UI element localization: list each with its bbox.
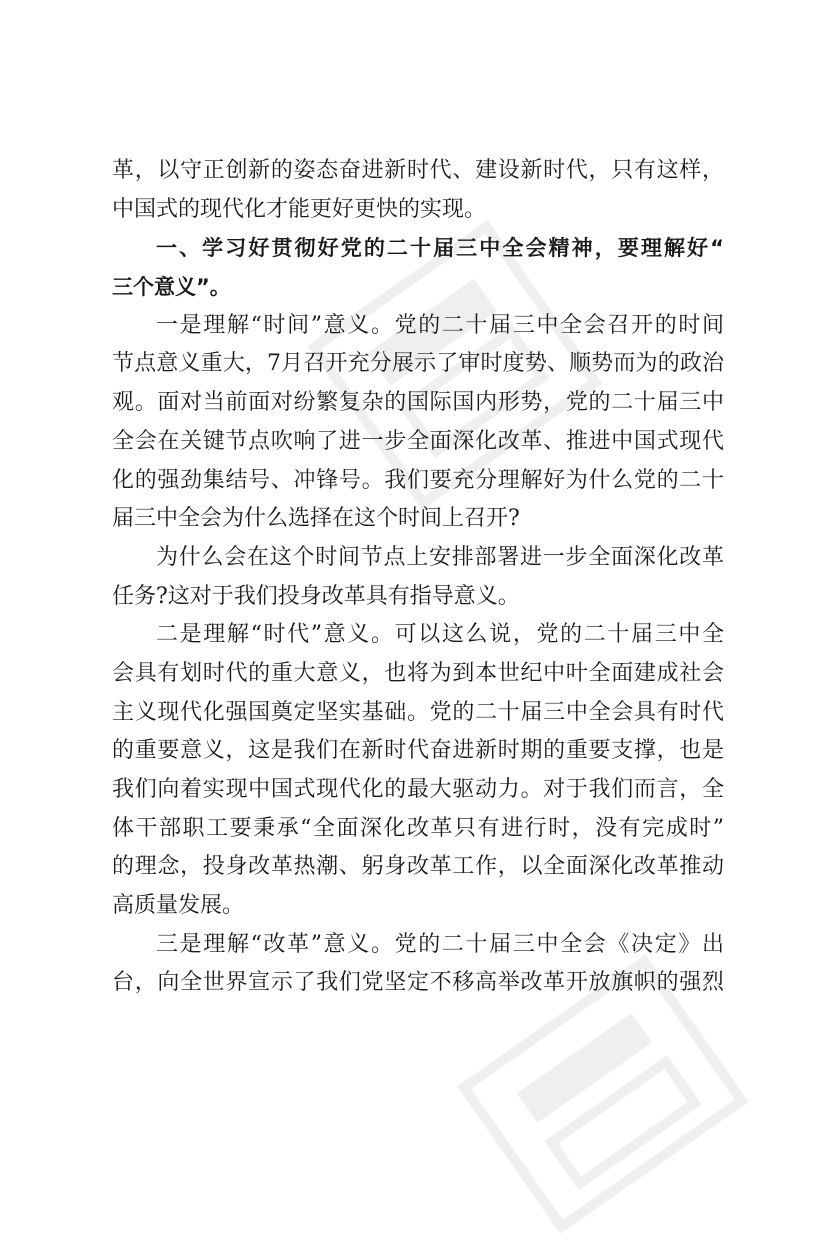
paragraph-line: 二是理解“时代”意义。可以这么说，党的二十届三中全 (156, 622, 724, 648)
paragraph-line: 中国式的现代化才能更好更快的实现。 (112, 196, 487, 222)
paragraph-line: 的理念，投身改革热潮、躬身改革工作，以全面深化改革推动 (112, 854, 724, 880)
paragraph-line: 我们向着实现中国式现代化的最大驱动力。对于我们而言，全 (112, 777, 724, 802)
paragraph-line: 一是理解“时间”意义。党的二十届三中全会召开的时间 (156, 312, 724, 338)
paragraph-line: 观。面对当前面对纷繁复杂的国际国内形势，党的二十届三中 (112, 390, 724, 416)
paragraph-line: 的重要意义，这是我们在新时代奋进新时期的重要支撑，也是 (112, 738, 724, 764)
paragraph-line: 全会在关键节点吹响了进一步全面深化改革、推进中国式现代 (112, 428, 724, 454)
paragraph-line: 节点意义重大，7月召开充分展示了审时度势、顺势而为的政治 (112, 351, 724, 377)
paragraph-line: 体干部职工要秉承“全面深化改革只有进行时，没有完成时” (112, 815, 724, 841)
section-heading-line: 一、学习好贯彻好党的二十届三中全会精神，要理解好“ (156, 236, 724, 261)
paragraph-line: 任务?这对于我们投身改革具有指导意义。 (112, 583, 520, 609)
paragraph-line: 为什么会在这个时间节点上安排部署进一步全面深化改革 (156, 544, 724, 570)
paragraph-line: 主义现代化强国奠定坚实基础。党的二十届三中全会具有时代 (112, 699, 724, 725)
document-body (112, 152, 724, 1003)
paragraph-line: 会具有划时代的重大意义，也将为到本世纪中叶全面建成社会 (112, 660, 724, 686)
paragraph-line: 台，向全世界宣示了我们党坚定不移高举改革开放旗帜的强烈 (112, 970, 724, 996)
paragraph-line: 届三中全会为什么选择在这个时间上召开? (112, 506, 520, 532)
paragraph-line: 高质量发展。 (112, 893, 245, 919)
paragraph-line: 革，以守正创新的姿态奋进新时代、建设新时代，只有这样， (112, 158, 724, 183)
paragraph-line: 化的强劲集结号、冲锋号。我们要充分理解好为什么党的二十 (112, 467, 724, 493)
section-heading-line: 三个意义”。 (112, 275, 231, 300)
paragraph-line: 三是理解“改革”意义。党的二十届三中全会《决定》出 (156, 931, 724, 957)
